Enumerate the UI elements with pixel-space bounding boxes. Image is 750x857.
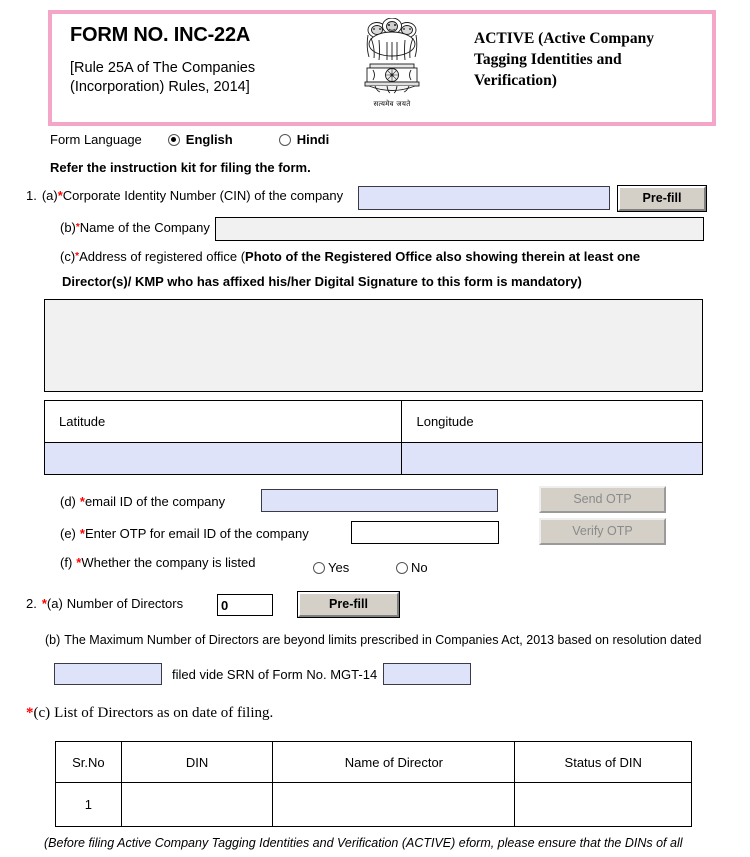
company-name-required-asterisk: * <box>75 222 80 233</box>
listed-company-option-no[interactable] <box>396 560 428 575</box>
registered-office-tag: (c) <box>60 249 76 264</box>
header-left-block <box>52 14 342 122</box>
cell-name-of-director[interactable] <box>273 783 515 827</box>
radio-listed-no-icon[interactable] <box>396 562 408 574</box>
directors-table-header-row <box>56 742 692 783</box>
registered-office-label-line2 <box>62 274 582 289</box>
verify-otp-button[interactable]: Verify OTP <box>539 518 666 545</box>
cell-status-of-din[interactable] <box>515 783 692 827</box>
table-row <box>56 783 692 827</box>
language-option-hindi[interactable] <box>279 132 330 147</box>
radio-english-icon[interactable] <box>168 134 180 146</box>
cell-din[interactable] <box>121 783 273 827</box>
company-name-input[interactable] <box>215 217 704 241</box>
otp-row-label <box>60 526 309 541</box>
form-title-line-3: Verification) <box>474 72 557 89</box>
resolution-date-input[interactable] <box>54 663 162 685</box>
radio-hindi-icon[interactable] <box>279 134 291 146</box>
column-status-of-din: Status of DIN <box>515 742 692 783</box>
directors-list-required-asterisk: * <box>26 705 34 721</box>
form-language-row <box>50 132 329 147</box>
max-directors-tag: (b) <box>45 633 61 647</box>
registered-office-label-line1 <box>60 249 640 264</box>
geo-header-row <box>45 401 703 443</box>
email-tag: (d) <box>60 494 76 509</box>
radio-listed-yes-icon[interactable] <box>313 562 325 574</box>
form-footnote: (Before filing Active Company Tagging Identities and Verification (ACTIVE) eform, please ensure that the DINs of all <box>44 836 683 850</box>
longitude-value-cell[interactable] <box>402 443 703 475</box>
email-row-label <box>60 494 225 509</box>
max-directors-label: The Maximum Number of Directors are beyond limits prescribed in Companies Act, 2013 based on resolution dated <box>64 633 702 647</box>
otp-required-asterisk: * <box>79 526 85 541</box>
form-header-box <box>48 10 716 126</box>
cin-row-label <box>26 188 343 203</box>
email-label: email ID of the company <box>84 494 226 509</box>
directors-list-label: List of Directors as on date of filing. <box>54 705 274 721</box>
india-state-emblem <box>342 14 442 122</box>
registered-office-address-textarea[interactable] <box>44 299 703 392</box>
registered-office-label-bold-1: Photo of the Registered Office also showing therein at least one <box>245 249 641 264</box>
cin-tag: (a) <box>41 188 58 203</box>
column-name-of-director: Name of Director <box>273 742 515 783</box>
cin-required-asterisk: * <box>57 188 63 203</box>
longitude-header: Longitude <box>402 401 703 443</box>
listed-company-option-yes[interactable] <box>313 560 349 575</box>
email-input[interactable] <box>261 489 498 512</box>
email-required-asterisk: * <box>79 494 85 509</box>
listed-no-label: No <box>411 560 428 575</box>
form-title-block <box>442 14 712 122</box>
listed-company-tag: (f) <box>60 555 73 570</box>
directors-list-tag: (c) <box>33 705 51 721</box>
otp-label: Enter OTP for email ID of the company <box>84 526 309 541</box>
india-state-emblem-icon <box>361 18 423 102</box>
form-language-label: Form Language <box>50 132 142 147</box>
directors-table <box>55 741 692 827</box>
form-title-line-2: Tagging Identities and <box>474 51 622 68</box>
column-sr-no: Sr.No <box>56 742 122 783</box>
listed-yes-label: Yes <box>328 560 350 575</box>
geo-coordinates-table <box>44 400 703 475</box>
cin-input[interactable] <box>358 186 610 210</box>
srn-mid-text: filed vide SRN of Form No. MGT-14 <box>172 667 378 682</box>
send-otp-button[interactable]: Send OTP <box>539 486 666 513</box>
form-number-title: FORM NO. INC-22A <box>70 24 251 46</box>
latitude-value-cell[interactable] <box>45 443 402 475</box>
instruction-kit-note: Refer the instruction kit for filing the form. <box>50 160 311 175</box>
geo-value-row <box>45 443 703 475</box>
number-of-directors-row-label <box>26 596 183 611</box>
latitude-header: Latitude <box>45 401 402 443</box>
section2-number: 2. <box>26 596 37 611</box>
language-english-label: English <box>185 132 233 147</box>
language-hindi-label: Hindi <box>296 132 330 147</box>
registered-office-label-bold-2: Director(s)/ KMP who has affixed his/her Digital Signature to this form is mandatory <box>62 274 578 289</box>
form-rule-reference <box>70 59 342 97</box>
form-rule-line-2: (Incorporation) Rules, 2014] <box>70 79 250 95</box>
number-of-directors-label: Number of Directors <box>66 596 184 611</box>
srn-input[interactable] <box>383 663 471 685</box>
directors-list-heading <box>26 705 273 722</box>
listed-company-label: Whether the company is listed <box>81 555 256 570</box>
directors-prefill-button[interactable]: Pre-fill <box>298 592 399 617</box>
company-name-tag: (b) <box>60 220 76 235</box>
cin-prefill-button[interactable]: Pre-fill <box>618 186 706 211</box>
column-din: DIN <box>121 742 273 783</box>
cell-sr-no: 1 <box>56 783 122 827</box>
emblem-caption: सत्यमेव जयते <box>373 100 411 108</box>
otp-tag: (e) <box>60 526 76 541</box>
company-name-label: Name of the Company <box>79 220 210 235</box>
cin-label: Corporate Identity Number (CIN) of the company <box>62 188 344 203</box>
registered-office-label-close: ) <box>577 274 582 289</box>
max-directors-note <box>45 633 701 647</box>
language-option-english[interactable] <box>168 132 233 147</box>
listed-company-row-label <box>60 555 255 570</box>
number-of-directors-required-asterisk: * <box>41 596 47 611</box>
form-rule-line-1: [Rule 25A of The Companies <box>70 60 256 76</box>
section1-number: 1. <box>26 188 37 203</box>
registered-office-required-asterisk: * <box>75 251 80 262</box>
listed-company-required-asterisk: * <box>76 555 82 570</box>
company-name-row-label <box>60 220 210 235</box>
number-of-directors-input[interactable] <box>217 594 273 616</box>
otp-input[interactable] <box>351 521 499 544</box>
registered-office-label-plain: Address of registered office ( <box>79 249 246 264</box>
form-title-line-1: ACTIVE (Active Company <box>474 30 654 47</box>
number-of-directors-tag: (a) <box>46 596 63 611</box>
